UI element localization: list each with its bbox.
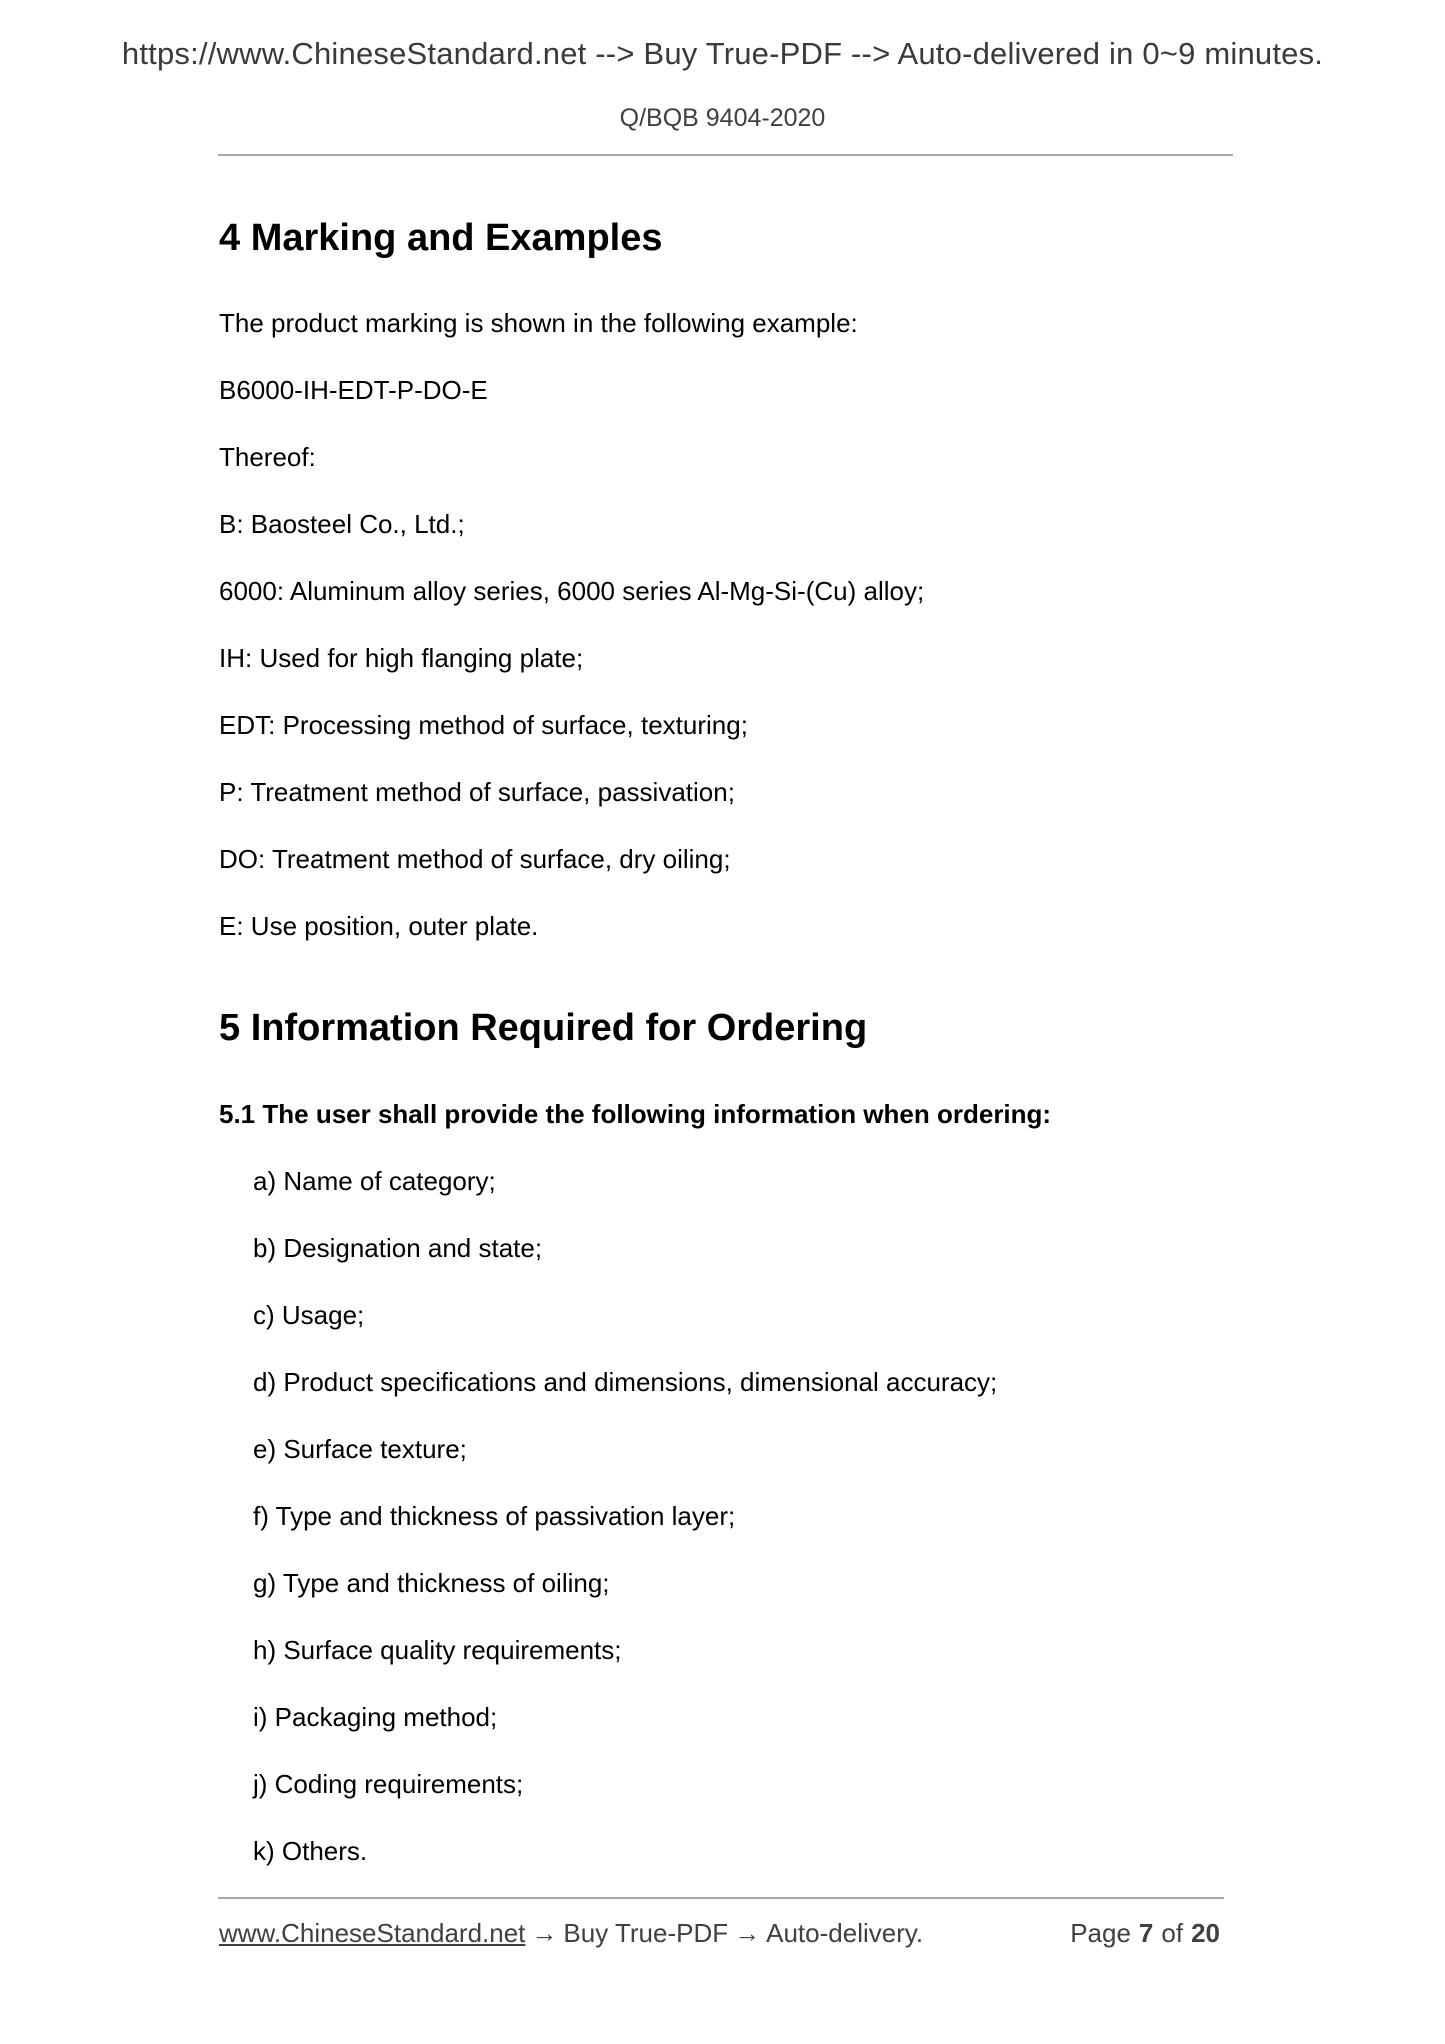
website-link[interactable]: www.ChineseStandard.net — [219, 1918, 526, 1948]
section-4-heading: 4 Marking and Examples — [219, 217, 663, 259]
marking-item: E: Use position, outer plate. — [219, 911, 539, 941]
page-indicator — [1070, 1920, 1220, 1946]
ordering-list-item: j) Coding requirements; — [253, 1769, 524, 1799]
marking-item: IH: Used for high flanging plate; — [219, 643, 584, 673]
buy-pdf-text: Buy True-PDF — [563, 1918, 729, 1948]
of-label: of — [1161, 1918, 1184, 1948]
auto-delivery-text: Auto-delivery. — [766, 1918, 924, 1948]
ordering-list-item: i) Packaging method; — [253, 1702, 498, 1732]
marking-item: P: Treatment method of surface, passivation; — [219, 777, 735, 807]
marking-example: B6000-IH-EDT-P-DO-E — [219, 375, 488, 405]
top-banner: https://www.ChineseStandard.net --> Buy True-PDF --> Auto-delivered in 0~9 minutes. — [121, 36, 1324, 71]
ordering-list-item: f) Type and thickness of passivation layer; — [253, 1501, 736, 1531]
marking-item: DO: Treatment method of surface, dry oiling; — [219, 844, 731, 874]
thereof-label: Thereof: — [219, 442, 316, 472]
marking-item: EDT: Processing method of surface, texturing; — [219, 710, 748, 740]
ordering-list-item: e) Surface texture; — [253, 1434, 467, 1464]
footer-divider — [218, 1897, 1224, 1899]
ordering-list-item: a) Name of category; — [253, 1166, 496, 1196]
document-code: Q/BQB 9404-2020 — [619, 104, 826, 132]
ordering-list-item: g) Type and thickness of oiling; — [253, 1568, 610, 1598]
page-label: Page — [1070, 1918, 1131, 1948]
section-5-heading: 5 Information Required for Ordering — [219, 1007, 868, 1049]
ordering-list-item: d) Product specifications and dimensions, dimensional accuracy; — [253, 1367, 998, 1397]
footer-line — [219, 1920, 923, 1946]
arrow-right-icon: → — [531, 1918, 558, 1948]
marking-item: 6000: Aluminum alloy series, 6000 series Al-Mg-Si-(Cu) alloy; — [219, 576, 925, 606]
marking-item: B: Baosteel Co., Ltd.; — [219, 509, 465, 539]
page-current: 7 — [1138, 1918, 1154, 1948]
ordering-list-item: b) Designation and state; — [253, 1233, 543, 1263]
header-divider — [218, 154, 1233, 156]
ordering-list-item: k) Others. — [253, 1836, 368, 1866]
subsection-5-1-heading: 5.1 The user shall provide the following information when ordering: — [219, 1099, 1052, 1129]
ordering-list-item: h) Surface quality requirements; — [253, 1635, 622, 1665]
arrow-right-icon: → — [734, 1918, 761, 1948]
marking-intro: The product marking is shown in the following example: — [219, 308, 858, 338]
ordering-list-item: c) Usage; — [253, 1300, 365, 1330]
page-total: 20 — [1191, 1918, 1220, 1948]
